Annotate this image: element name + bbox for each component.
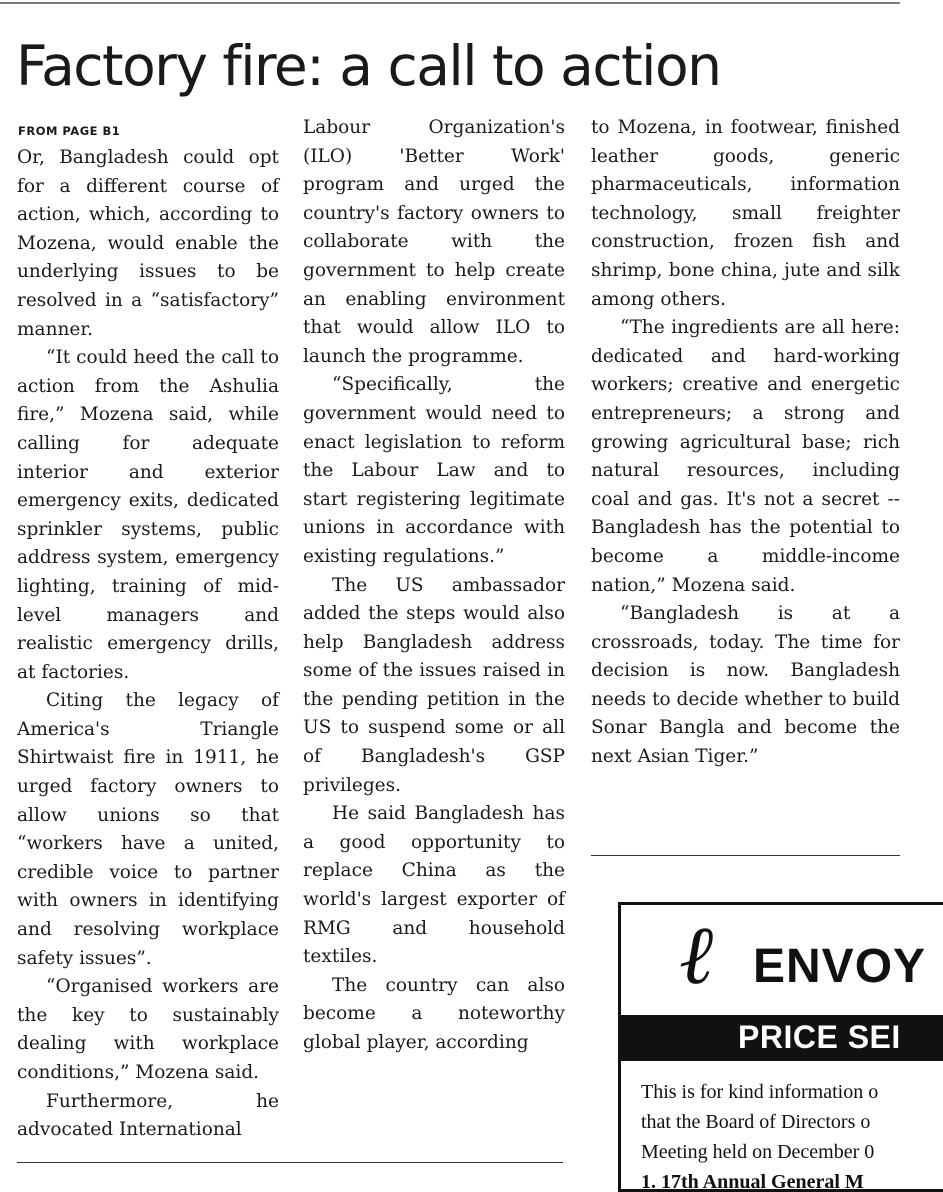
kicker-from-page: FROM PAGE B1 [18,124,121,138]
article-column-3 [591,114,900,772]
article-column-2 [303,114,565,1058]
bottom-rule [17,1162,563,1163]
paragraph: “Specifically, the government would need to enact legislation to reform the Labour Law and to start registering legitimate unions in accordance with existing regulations.” [303,374,565,567]
envoy-brand-name: ENVOY [753,940,927,993]
paragraph: “The ingredients are all here: dedicated and hard-working workers; creative and energetic entrepreneurs; a strong and growing agricultural base; rich natural resources, including coal and gas. It's not a secret -- Bangladesh has the potential to become a middle-income nation,” Mozena said. [591,317,900,596]
ad-line: Meeting held on December 0 [641,1141,875,1163]
ad-line: This is for kind information o [641,1081,879,1103]
paragraph: He said Bangladesh has a good opportunity to replace China as the world's largest exporter of RMG and household textiles. [303,803,565,968]
paragraph: Citing the legacy of America's Triangle Shirtwaist fire in 1911, he urged factory owners to allow unions so that “workers have a united, credible voice to partner with owners in identifying and resolving workplace safety issues”. [17,690,279,969]
price-sensitive-banner [621,1015,943,1061]
ad-body-text [641,1077,943,1192]
paragraph: Or, Bangladesh could opt for a different course of action, which, according to Mozena, would enable the underlying issues to be resolved in a “satisfactory” manner. [17,147,279,340]
paragraph: “Bangladesh is at a crossroads, today. The time for decision is now. Bangladesh needs to decide whether to build Sonar Bangla and become the next Asian Tiger.” [591,603,900,768]
ad-separator-rule [591,855,900,856]
envoy-logo-icon: ℓ [679,908,714,1003]
paragraph: The country can also become a noteworthy global player, according [303,974,565,1053]
paragraph: “Organised workers are the key to sustainably dealing with workplace conditions,” Mozena said. [17,976,279,1083]
paragraph: Furthermore, he advocated International [17,1090,279,1141]
paragraph: The US ambassador added the steps would also help Bangladesh address some of the issues raised in the pending petition in the US to suspend some or all of Bangladesh's GSP privileges. [303,574,565,796]
ad-line: 1. 17th Annual General M [641,1171,864,1192]
price-banner-text: PRICE SEI [738,1019,901,1055]
paragraph: “It could heed the call to action from the Ashulia fire,” Mozena said, while calling for adequate interior and exterior emergency exits, dedicated sprinkler systems, public address system, emergency lighting, training of mid-level managers and realistic emergency drills, at factories. [17,347,279,683]
headline: Factory fire: a call to action [16,34,721,98]
top-rule [0,2,900,4]
paragraph: to Mozena, in footwear, finished leather goods, generic pharmaceuticals, information technology, small freighter construction, frozen fish and shrimp, bone china, jute and silk among others. [591,117,900,310]
envoy-advertisement [618,902,943,1192]
paragraph: Labour Organization's (ILO) 'Better Work' program and urged the country's factory owners to collaborate with the government to help create an enabling environment that would allow ILO to launch the programme. [303,117,565,367]
ad-line: that the Board of Directors o [641,1111,871,1133]
article-column-1 [17,144,279,1145]
